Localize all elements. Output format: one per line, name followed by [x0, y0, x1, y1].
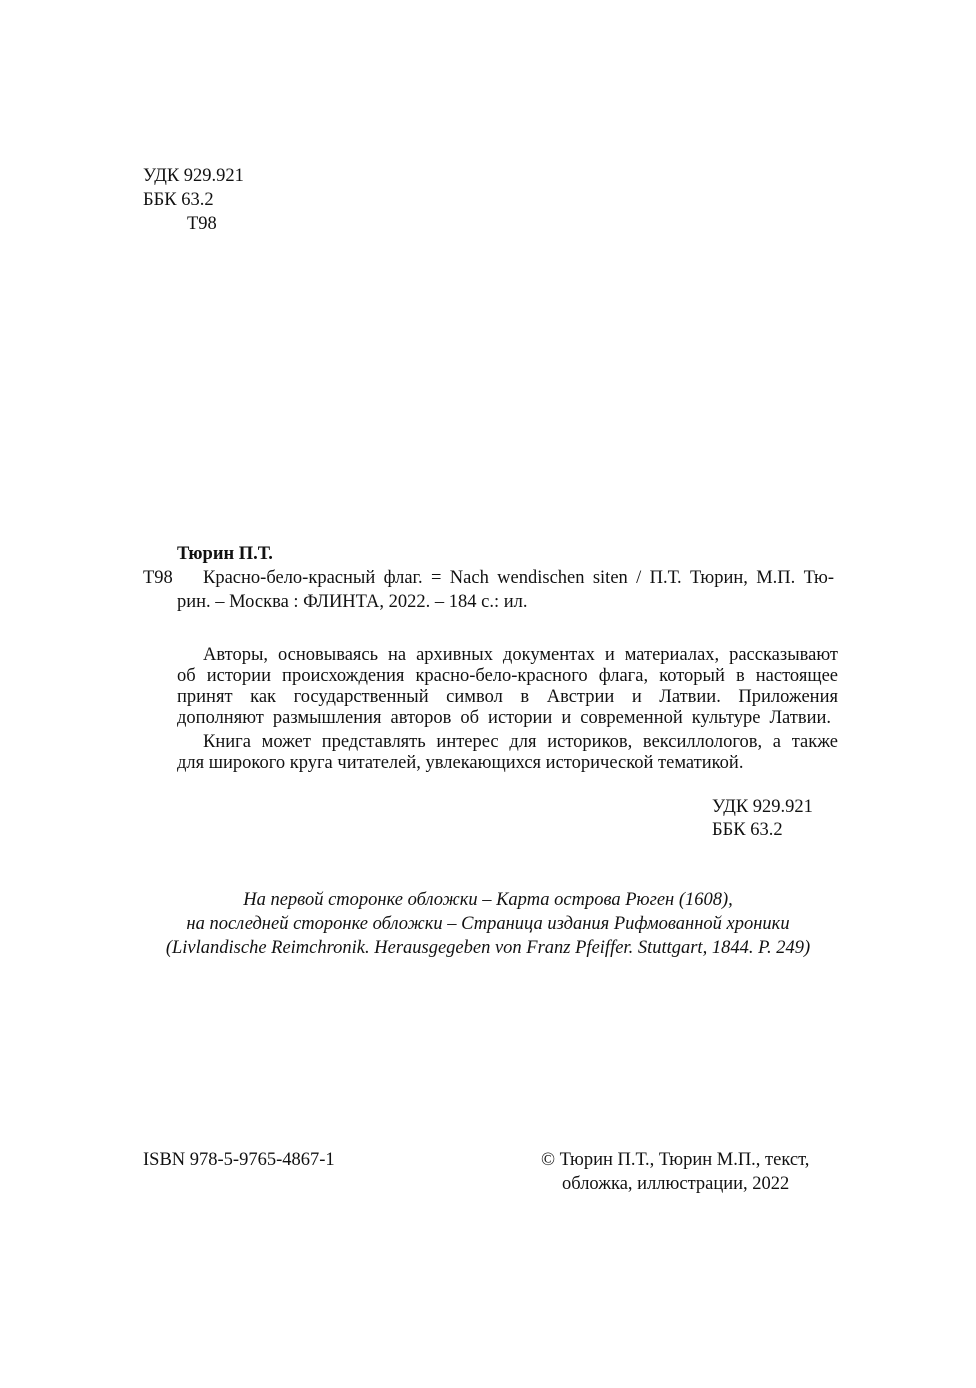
copyright-line-1: © Тюрин П.Т., Тюрин М.П., текст, [541, 1150, 810, 1170]
annotation-line: для широкого круга читателей, увлекающихся исторической тематикой. [177, 753, 744, 773]
udk-code: УДК 929.921 [143, 166, 244, 186]
record-line-1: Красно-бело-красный флаг. = Nach wendischen siten / П.Т. Тюрин, М.П. Тю- [203, 568, 834, 588]
record-line-2: рин. – Москва : ФЛИНТА, 2022. – 184 с.: ил. [177, 592, 528, 612]
bbk-code: ББК 63.2 [143, 190, 214, 210]
isbn: ISBN 978-5-9765-4867-1 [143, 1150, 335, 1170]
annotation-line: принят как государственный символ в Австрии и Латвии. Приложения [177, 687, 838, 707]
author-mark: Т98 [187, 214, 217, 234]
annotation-line: Авторы, основываясь на архивных документах и материалах, рассказывают [203, 645, 838, 665]
annotation-bbk: ББК 63.2 [712, 820, 783, 840]
annotation-udk: УДК 929.921 [712, 797, 813, 817]
author-name: Тюрин П.Т. [177, 544, 273, 564]
annotation-line: об истории происхождения красно-бело-красного флага, который в настоящее [177, 666, 838, 686]
cover-note-line: На первой сторонке обложки – Карта острова Рюген (1608), [243, 890, 733, 910]
copyright-line-2: обложка, иллюстрации, 2022 [562, 1174, 790, 1194]
record-mark: Т98 [143, 568, 173, 588]
annotation-line: Книга может представлять интерес для историков, вексиллологов, а также [203, 732, 838, 752]
cover-note-line: (Livlandische Reimchronik. Herausgegeben von Franz Pfeiffer. Stuttgart, 1844. P. 249) [165, 938, 811, 958]
cover-note-line: на последней сторонке обложки – Страница издания Рифмованной хроники [186, 914, 790, 934]
annotation-line: дополняют размышления авторов об истории и современной культуре Латвии. [177, 708, 831, 728]
